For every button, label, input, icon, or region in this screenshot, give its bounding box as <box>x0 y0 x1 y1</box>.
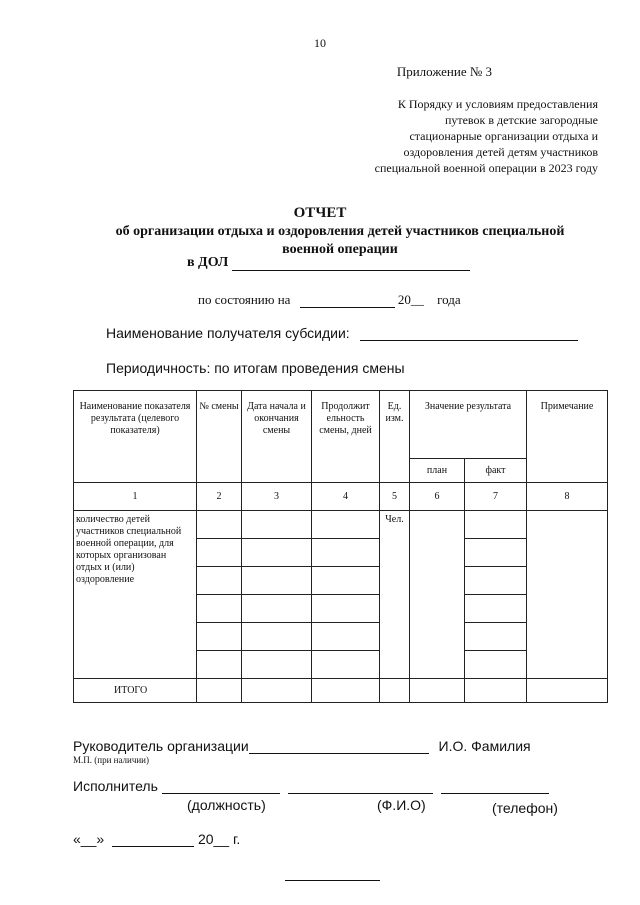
table-cell[interactable] <box>465 567 527 595</box>
appendix-line: путевок в детские загородные <box>444 113 598 127</box>
table-cell[interactable] <box>465 595 527 623</box>
header-dates: Дата начала и окончания смены <box>242 391 312 483</box>
indicator-cell: количество детей участников специальной военной операции, для которых организован отдых и (или) оздоровление <box>74 511 197 679</box>
phone-caption: (телефон) <box>492 800 558 816</box>
dol-blank[interactable] <box>232 270 470 271</box>
header-fact: факт <box>465 459 527 483</box>
executor-phone-blank[interactable] <box>441 793 549 794</box>
recipient-blank[interactable] <box>360 340 578 341</box>
table-cell[interactable] <box>465 623 527 651</box>
report-subtitle-line: об организации отдыха и оздоровления детей участников специальной <box>115 224 565 239</box>
date-month-blank[interactable] <box>112 846 194 847</box>
table-cell[interactable] <box>242 539 312 567</box>
column-number: 3 <box>242 483 312 511</box>
page-number: 10 <box>314 36 326 50</box>
table-cell[interactable] <box>197 623 242 651</box>
table-cell[interactable] <box>197 567 242 595</box>
state-date-blank[interactable] <box>300 307 395 308</box>
table-cell[interactable] <box>242 511 312 539</box>
header-note: Примечание <box>527 391 608 483</box>
table-cell[interactable] <box>312 651 380 679</box>
column-number: 1 <box>74 483 197 511</box>
table-cell[interactable] <box>465 679 527 703</box>
column-number: 7 <box>465 483 527 511</box>
fio-caption: (Ф.И.О) <box>377 797 426 813</box>
table-cell[interactable] <box>242 567 312 595</box>
report-subtitle-line: военной операции <box>282 242 398 257</box>
table-cell[interactable] <box>465 511 527 539</box>
appendix-line: специальной военной операции в 2023 году <box>374 161 598 175</box>
header-result: Значение результата <box>410 391 527 459</box>
table-cell[interactable] <box>197 511 242 539</box>
date-year: 20__ г. <box>197 831 241 847</box>
table-cell[interactable] <box>312 679 380 703</box>
table-cell[interactable] <box>242 623 312 651</box>
appendix-line: К Порядку и условиям предоставления <box>397 97 598 111</box>
position-caption: (должность) <box>187 797 266 813</box>
unit-cell: Чел. <box>380 511 410 679</box>
header-shift-no: № смены <box>197 391 242 483</box>
report-table <box>73 390 608 703</box>
appendix-subtitle <box>318 96 598 176</box>
table-cell[interactable] <box>410 679 465 703</box>
appendix-line: оздоровления детей детям участников <box>403 145 598 159</box>
periodicity: Периодичность: по итогам проведения смены <box>106 360 405 376</box>
table-cell[interactable] <box>197 595 242 623</box>
column-number: 4 <box>312 483 380 511</box>
table-cell[interactable] <box>197 539 242 567</box>
footer-divider <box>285 880 380 881</box>
column-number: 5 <box>380 483 410 511</box>
table-cell[interactable] <box>312 539 380 567</box>
report-title: ОТЧЕТ <box>293 205 347 221</box>
dol-row <box>187 255 470 271</box>
table-cell[interactable] <box>242 651 312 679</box>
executor-name-blank[interactable] <box>288 793 433 794</box>
state-year: 20__ <box>397 292 424 307</box>
report-subtitle <box>80 223 600 259</box>
head-signature-row <box>73 738 531 754</box>
table-cell[interactable] <box>465 539 527 567</box>
table-cell[interactable] <box>197 651 242 679</box>
appendix-title: Приложение № 3 <box>396 64 492 79</box>
dol-label: в ДОЛ <box>187 255 229 270</box>
table-cell[interactable] <box>312 595 380 623</box>
table-cell[interactable] <box>380 679 410 703</box>
head-name: И.О. Фамилия <box>438 738 531 754</box>
total-label: ИТОГО <box>74 679 197 703</box>
note-cell[interactable] <box>527 511 608 679</box>
header-unit: Ед. изм. <box>380 391 410 483</box>
date-row <box>73 831 240 847</box>
recipient-row <box>106 325 578 341</box>
table-cell[interactable] <box>312 511 380 539</box>
stamp-note: М.П. (при наличии) <box>73 755 149 765</box>
plan-cell[interactable] <box>410 511 465 679</box>
table-cell[interactable] <box>312 623 380 651</box>
date-day: «__» <box>73 831 105 847</box>
state-suffix: года <box>437 292 461 307</box>
executor-position-blank[interactable] <box>162 793 280 794</box>
head-signature-blank[interactable] <box>249 753 429 754</box>
table-cell[interactable] <box>312 567 380 595</box>
column-number: 6 <box>410 483 465 511</box>
state-row <box>198 292 461 308</box>
table-cell[interactable] <box>465 651 527 679</box>
table-cell[interactable] <box>197 679 242 703</box>
header-plan: план <box>410 459 465 483</box>
table-cell[interactable] <box>242 595 312 623</box>
column-number: 8 <box>527 483 608 511</box>
state-label: по состоянию на <box>198 292 291 307</box>
head-label: Руководитель организации <box>73 738 249 754</box>
recipient-label: Наименование получателя субсидии: <box>106 325 350 341</box>
column-number: 2 <box>197 483 242 511</box>
table-cell[interactable] <box>242 679 312 703</box>
header-indicator: Наименование показателя результата (целевого показателя) <box>74 391 197 483</box>
executor-row <box>73 778 549 794</box>
appendix-line: стационарные организации отдыха и <box>409 129 598 143</box>
table-cell[interactable] <box>527 679 608 703</box>
header-duration: Продолжит ельность смены, дней <box>312 391 380 483</box>
executor-label: Исполнитель <box>73 778 158 794</box>
